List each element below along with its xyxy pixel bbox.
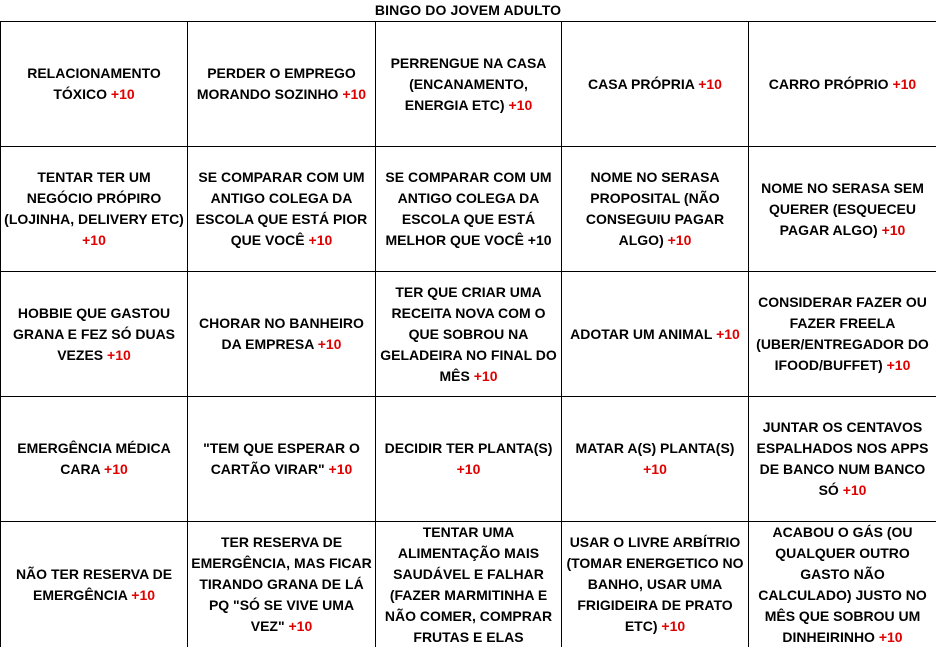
bingo-cell: [188, 272, 376, 397]
bingo-grid: [0, 21, 936, 647]
bingo-cell: [188, 397, 376, 522]
cell-text: PERDER O EMPREGO MORANDO SOZINHO: [196, 65, 356, 102]
cell-text: TER RESERVA DE EMERGÊNCIA, MAS FICAR TIRANDO GRANA DE LÁ PQ "SÓ SE VIVE UMA VEZ": [191, 534, 372, 634]
cell-text: CHORAR NO BANHEIRO DA EMPRESA: [199, 315, 364, 352]
cell-text: USAR O LIVRE ARBÍTRIO (TOMAR ENERGETICO NO BANHO, USAR UMA FRIGIDEIRA DE PRATO ETC): [566, 534, 744, 634]
cell-text: EMERGÊNCIA MÉDICA CARA: [17, 440, 171, 477]
cell-text: TENTAR TER UM NEGÓCIO PRÓPIRO (LOJINHA, DELIVERY ETC): [4, 169, 184, 227]
bingo-cell: [749, 522, 936, 647]
bingo-cell: [376, 522, 562, 647]
cell-points: +10: [886, 357, 911, 373]
bingo-cell: [376, 22, 562, 147]
bingo-cell: [562, 147, 749, 272]
cell-points: +10: [110, 86, 135, 102]
bingo-cell: [188, 522, 376, 647]
cell-points: +10: [881, 221, 906, 238]
bingo-cell: [188, 22, 376, 147]
bingo-cell: [376, 397, 562, 522]
cell-points: +10: [107, 346, 131, 363]
cell-text: JUNTAR OS CENTAVOS ESPALHADOS NOS APPS DE BANCO NUM BANCO SÓ: [756, 419, 929, 498]
cell-text: CONSIDERAR FAZER OU FAZER FREELA (UBER/ENTREGADOR DO IFOOD/BUFFET): [756, 294, 929, 373]
bingo-cell: [376, 272, 562, 397]
cell-points: +10: [288, 618, 313, 634]
cell-points: +10: [317, 336, 342, 352]
bingo-cell: [562, 397, 749, 522]
cell-points: +10: [104, 461, 128, 477]
cell-points: +10: [342, 86, 367, 102]
cell-text: NOME NO SERASA PROPOSITAL (NÃO CONSEGUIU PAGAR ALGO): [585, 169, 725, 248]
bingo-cell: [1, 522, 188, 647]
cell-text: ADOTAR UM ANIMAL: [570, 325, 713, 342]
cell-text: HOBBIE QUE GASTOU GRANA E FEZ SÓ DUAS VEZES: [12, 304, 176, 363]
cell-points: +10: [328, 461, 353, 477]
bingo-cell: [562, 522, 749, 647]
bingo-cell: [749, 147, 936, 272]
cell-text: ACABOU O GÁS (OU QUALQUER OUTRO GASTO NÃO CALCULADO) JUSTO NO MÊS QUE SOBROU UM DINHEIRINHO: [758, 523, 927, 645]
cell-points: +10: [82, 232, 106, 248]
cell-text: NOME NO SERASA SEM QUERER (ESQUECEU PAGAR ALGO): [761, 179, 924, 238]
cell-text: NÃO TER RESERVA DE EMERGÊNCIA: [15, 565, 173, 603]
cell-points: +10: [308, 232, 333, 248]
cell-text: TER QUE CRIAR UMA RECEITA NOVA COM O QUE SOBROU NA GELADEIRA NO FINAL DO MÊS: [380, 283, 557, 384]
cell-points: +10: [842, 482, 867, 498]
bingo-cell: [188, 147, 376, 272]
cell-points: +10: [643, 461, 667, 477]
cell-points: +10: [456, 461, 481, 477]
cell-points: +10: [698, 75, 722, 92]
cell-text: CARRO PRÓPRIO: [768, 75, 889, 92]
cell-text: SE COMPARAR COM UM ANTIGO COLEGA DA ESCOLA QUE ESTÁ PIOR QUE VOCÊ: [195, 169, 368, 248]
cell-points: +10: [716, 325, 740, 342]
cell-points: +10: [878, 628, 903, 645]
cell-text: SE COMPARAR COM UM ANTIGO COLEGA DA ESCOLA QUE ESTÁ MELHOR QUE VOCÊ +10: [385, 169, 552, 248]
cell-points: +10: [661, 618, 686, 634]
bingo-cell: [1, 147, 188, 272]
cell-text: TENTAR UMA ALIMENTAÇÃO MAIS SAUDÁVEL E FALHAR (FAZER MARMITINHA E NÃO COMER, COMPRAR FRUTAS E ELAS: [384, 523, 553, 645]
cell-points: +10: [473, 367, 498, 384]
bingo-cell: [1, 272, 188, 397]
bingo-cell: [376, 147, 562, 272]
cell-points: +10: [892, 75, 917, 92]
cell-points: +10: [667, 232, 692, 248]
cell-text: "TEM QUE ESPERAR O CARTÃO VIRAR": [203, 440, 360, 477]
bingo-cell: [749, 272, 936, 397]
cell-points: +10: [508, 96, 533, 113]
cell-points: +10: [131, 586, 156, 603]
bingo-cell: [1, 397, 188, 522]
bingo-cell: [562, 22, 749, 147]
bingo-cell: [1, 22, 188, 147]
bingo-title: BINGO DO JOVEM ADULTO: [374, 2, 562, 18]
cell-text: DECIDIR TER PLANTA(S): [384, 440, 553, 456]
bingo-cell: [749, 397, 936, 522]
bingo-cell: [562, 272, 749, 397]
cell-text: CASA PRÓPRIA: [588, 75, 695, 92]
bingo-cell: [749, 22, 936, 147]
cell-text: RELACIONAMENTO TÓXICO: [27, 65, 161, 102]
cell-text: MATAR A(S) PLANTA(S): [575, 440, 735, 456]
cell-text: PERRENGUE NA CASA (ENCANAMENTO, ENERGIA ETC): [390, 54, 547, 113]
